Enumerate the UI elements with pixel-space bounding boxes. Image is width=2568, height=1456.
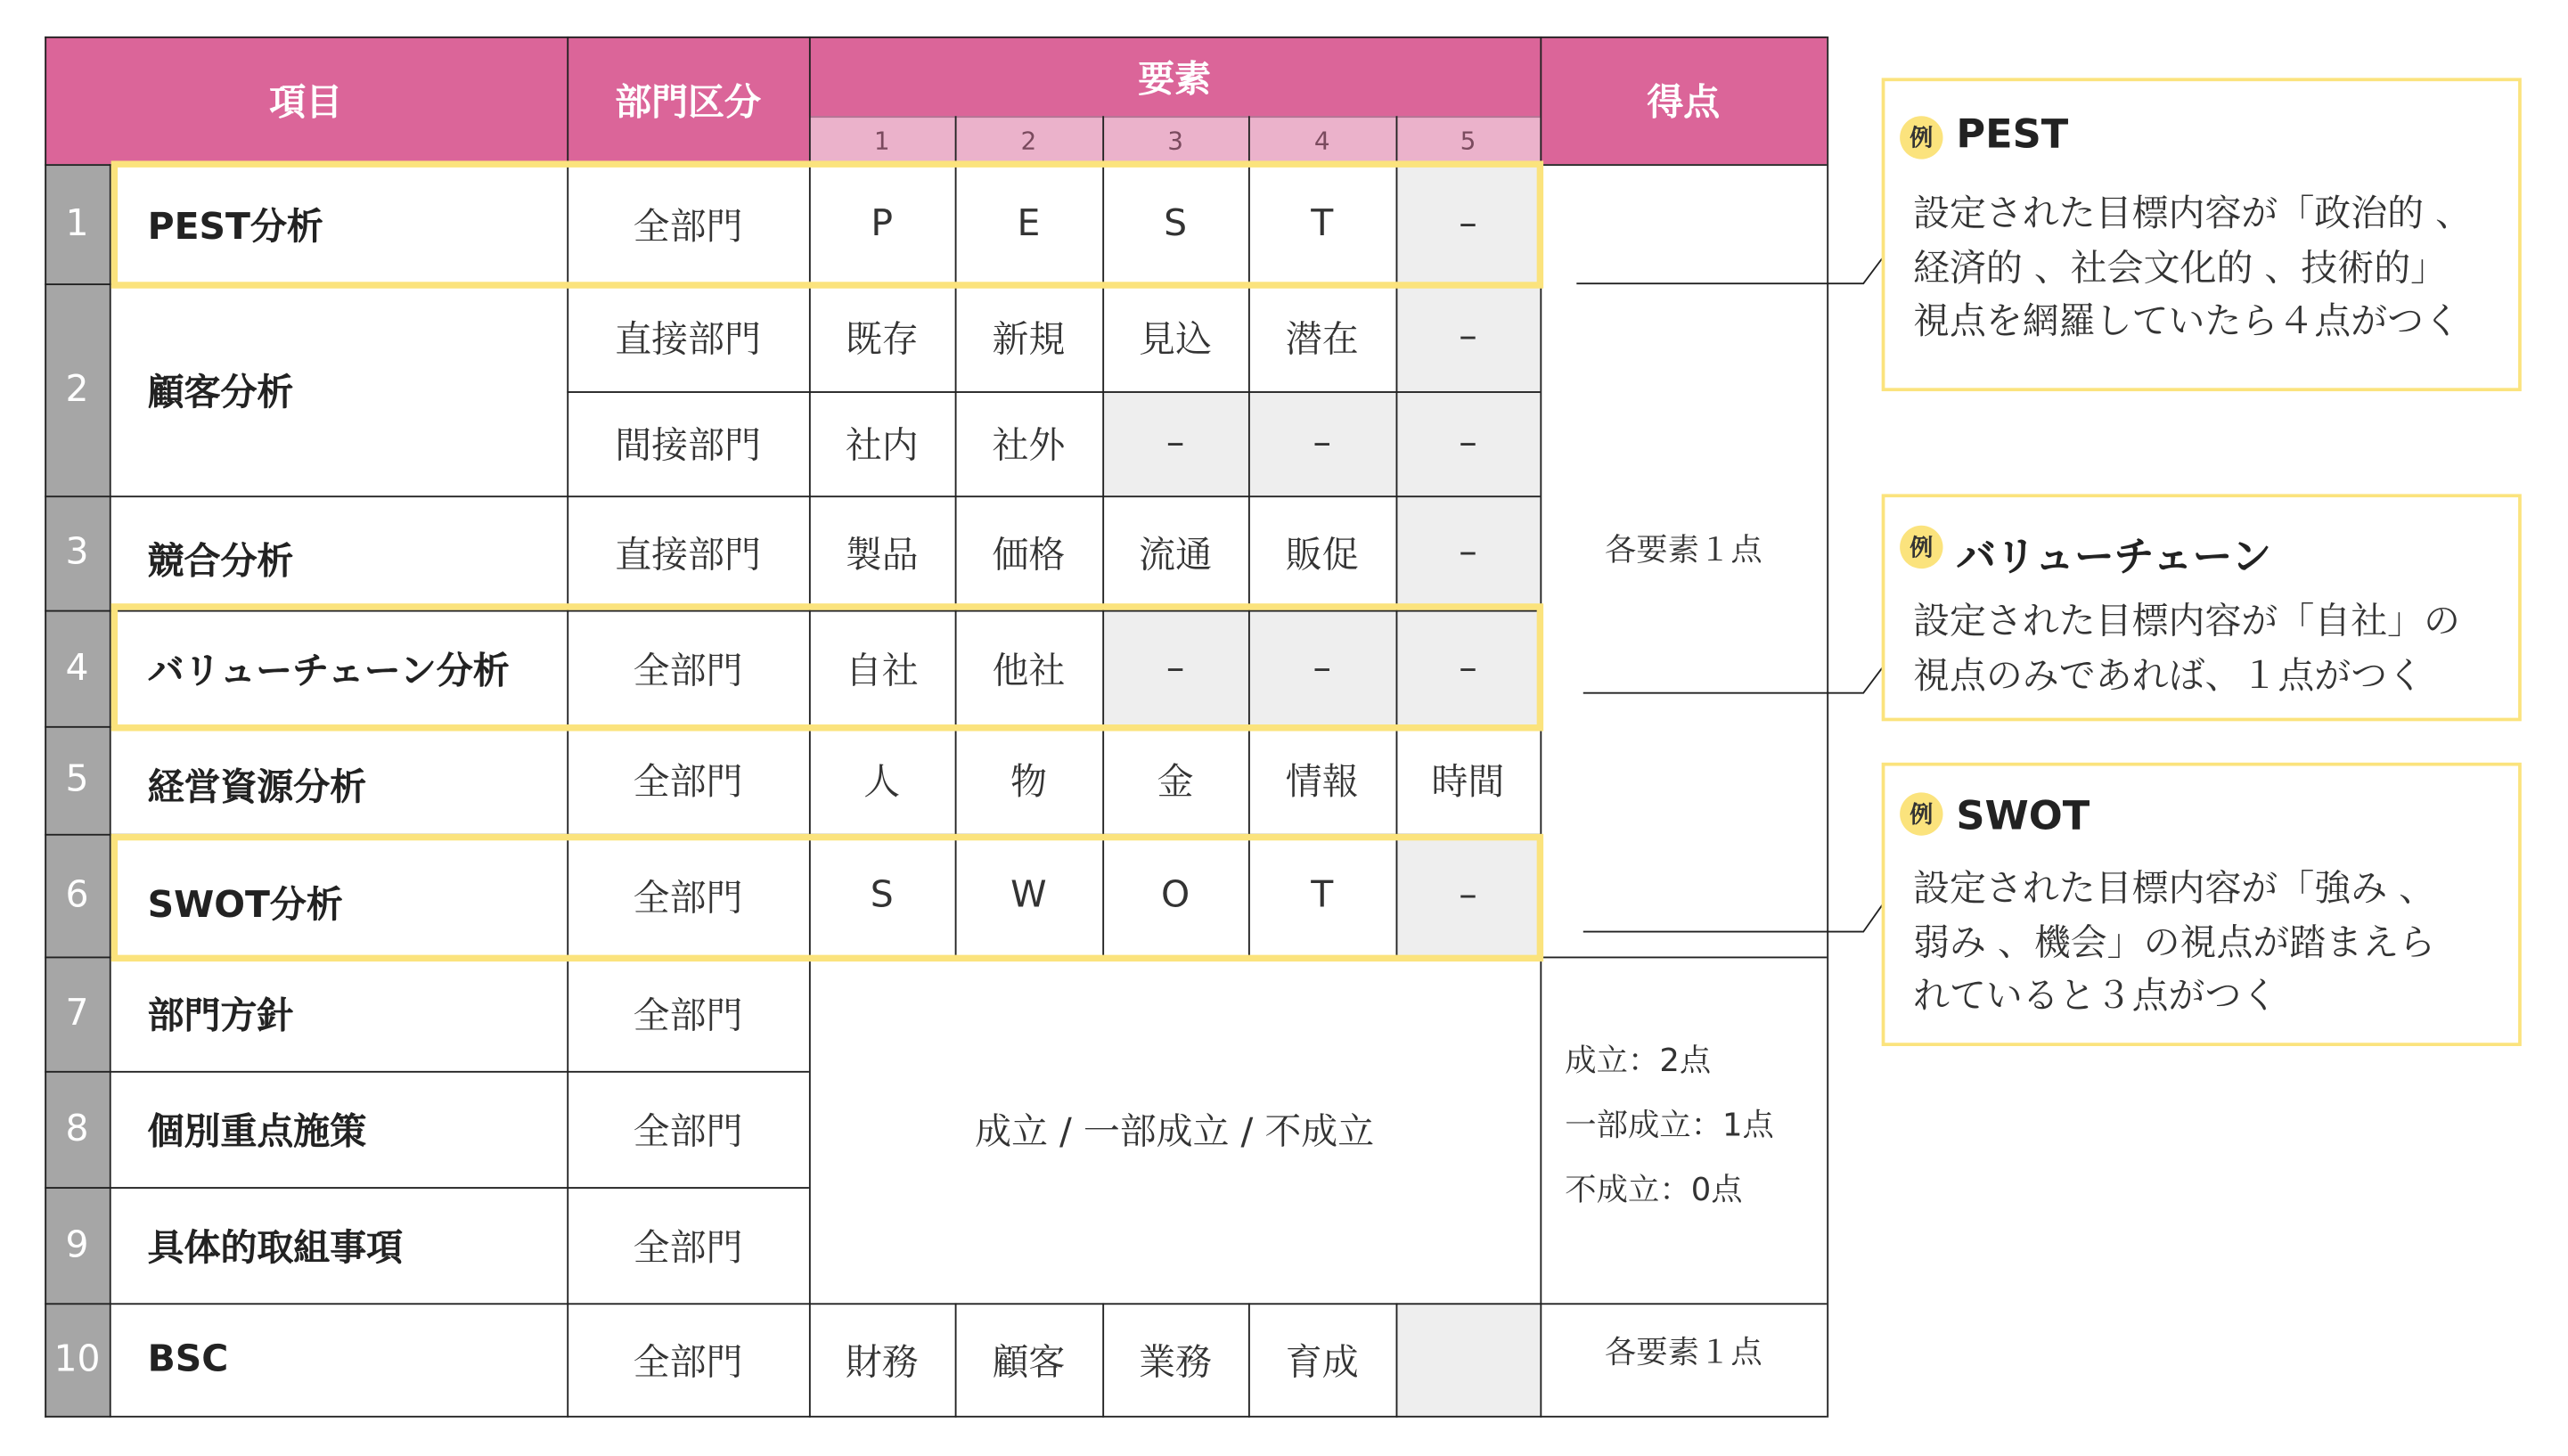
element-cell: –	[1165, 647, 1185, 690]
item-name: 顧客分析	[147, 372, 294, 414]
callout-line: 設定された目標内容が「強み 、	[1913, 868, 2436, 911]
element-num-3: 3	[1167, 125, 1183, 155]
callout-line: 経済的 、社会文化的 、技術的」	[1913, 249, 2448, 290]
example-badge: 例	[1900, 116, 1942, 159]
element-cell: 時間	[1431, 762, 1505, 805]
dept-cell: 間接部門	[615, 426, 761, 468]
element-cell: O	[1160, 874, 1190, 916]
element-cell: –	[1313, 422, 1331, 464]
row-number: 6	[65, 874, 89, 916]
row-number: 1	[65, 202, 89, 245]
header-dept: 部門区分	[615, 83, 761, 125]
element-cell: 情報	[1285, 762, 1359, 805]
row-number: 3	[65, 532, 89, 574]
element-cell: 金	[1157, 762, 1194, 805]
header-score: 得点	[1647, 83, 1721, 125]
element-num-2: 2	[1020, 125, 1037, 155]
element-cell: 社外	[992, 426, 1066, 468]
dept-cell: 全部門	[633, 650, 743, 692]
element-cell: –	[1459, 532, 1477, 574]
callout-line: 設定された目標内容が「自社」の	[1913, 601, 2461, 643]
element-cell: S	[870, 874, 894, 916]
dept-cell: 全部門	[633, 1111, 743, 1153]
item-name: PEST分析	[147, 206, 323, 249]
header-elements: 要素	[1138, 59, 1212, 101]
element-cell: 既存	[845, 320, 919, 362]
merged-evaluation-text: 成立 / 一部成立 / 不成立	[975, 1112, 1375, 1154]
element-cell: –	[1459, 647, 1477, 690]
element-cell: 社内	[845, 426, 919, 468]
score-bsc: 各要素１点	[1604, 1333, 1762, 1370]
element-cell: 顧客	[992, 1343, 1066, 1385]
element-cell: 財務	[845, 1343, 919, 1385]
callout-swot	[1882, 763, 2522, 1046]
element-cell: P	[871, 202, 894, 245]
score-partial: 一部成立：1点	[1565, 1106, 1774, 1143]
dept-cell: 全部門	[633, 1227, 743, 1270]
header-item: 項目	[269, 83, 343, 125]
element-cell: 業務	[1139, 1343, 1213, 1385]
element-cell: 育成	[1285, 1343, 1359, 1385]
element-cell: 物	[1010, 762, 1047, 805]
dept-cell: 全部門	[633, 1343, 743, 1385]
row-number: 4	[65, 647, 89, 690]
callout-line: 視点のみであれば、１点がつく	[1913, 656, 2425, 699]
callout-pest	[1882, 78, 2522, 391]
row-number: 10	[53, 1339, 101, 1381]
score-each-element: 各要素１点	[1604, 531, 1762, 568]
element-cell: –	[1459, 422, 1477, 464]
score-established: 成立：2点	[1565, 1042, 1712, 1079]
dept-cell: 直接部門	[615, 320, 761, 362]
callout-line: 設定された目標内容が「政治的 、	[1913, 193, 2473, 236]
element-cell: 自社	[845, 650, 919, 692]
callout-value-chain	[1882, 494, 2522, 721]
item-name: 経営資源分析	[147, 767, 367, 809]
example-badge: 例	[1900, 526, 1942, 568]
element-cell: –	[1165, 422, 1185, 464]
element-cell: W	[1010, 874, 1047, 916]
element-cell: E	[1017, 202, 1041, 245]
callout-title: SWOT	[1956, 792, 2090, 839]
element-cell: –	[1313, 647, 1331, 690]
item-name: 具体的取組事項	[147, 1227, 404, 1270]
element-cell: 他社	[992, 650, 1066, 692]
element-num-1: 1	[873, 125, 890, 155]
dept-cell: 全部門	[633, 206, 743, 249]
dept-cell: 全部門	[633, 878, 743, 920]
element-cell: 見込	[1139, 320, 1213, 362]
element-cell: 潜在	[1285, 320, 1359, 362]
example-badge: 例	[1900, 792, 1942, 835]
element-cell: S	[1164, 202, 1188, 245]
element-cell: –	[1459, 202, 1477, 245]
item-name: BSC	[147, 1339, 229, 1381]
row-number: 2	[65, 368, 89, 411]
element-cell: 人	[863, 762, 901, 805]
element-cell: –	[1459, 316, 1477, 358]
item-name: 競合分析	[147, 542, 294, 584]
callout-line: 視点を網羅していたら４点がつく	[1913, 301, 2461, 344]
dept-cell: 全部門	[633, 762, 743, 805]
dept-cell: 直接部門	[615, 535, 761, 577]
item-name: バリューチェーン分析	[147, 650, 510, 692]
item-name: 部門方針	[147, 996, 294, 1038]
row-number: 7	[65, 993, 89, 1035]
callout-line: れていると３点がつく	[1913, 976, 2278, 1018]
row-number: 5	[65, 759, 89, 801]
item-name: SWOT分析	[147, 884, 343, 927]
dept-cell: 全部門	[633, 996, 743, 1038]
element-cell: –	[1459, 874, 1477, 916]
item-name: 個別重点施策	[147, 1111, 367, 1153]
element-cell: 販促	[1285, 535, 1359, 577]
score-not-established: 不成立：0点	[1565, 1171, 1743, 1208]
element-cell: T	[1311, 202, 1334, 245]
callout-line: 弱み 、機会」の視点が踏まえら	[1913, 923, 2436, 965]
element-cell: 製品	[845, 535, 919, 577]
element-num-4: 4	[1313, 125, 1330, 155]
element-num-5: 5	[1460, 125, 1476, 155]
element-cell: 新規	[992, 320, 1066, 362]
callout-title: バリューチェーン	[1956, 534, 2272, 581]
callout-title: PEST	[1956, 110, 2069, 158]
element-cell: T	[1311, 874, 1334, 916]
element-cell: 価格	[992, 535, 1066, 577]
row-number: 9	[65, 1223, 89, 1266]
row-number: 8	[65, 1108, 89, 1150]
element-cell: 流通	[1139, 535, 1213, 577]
